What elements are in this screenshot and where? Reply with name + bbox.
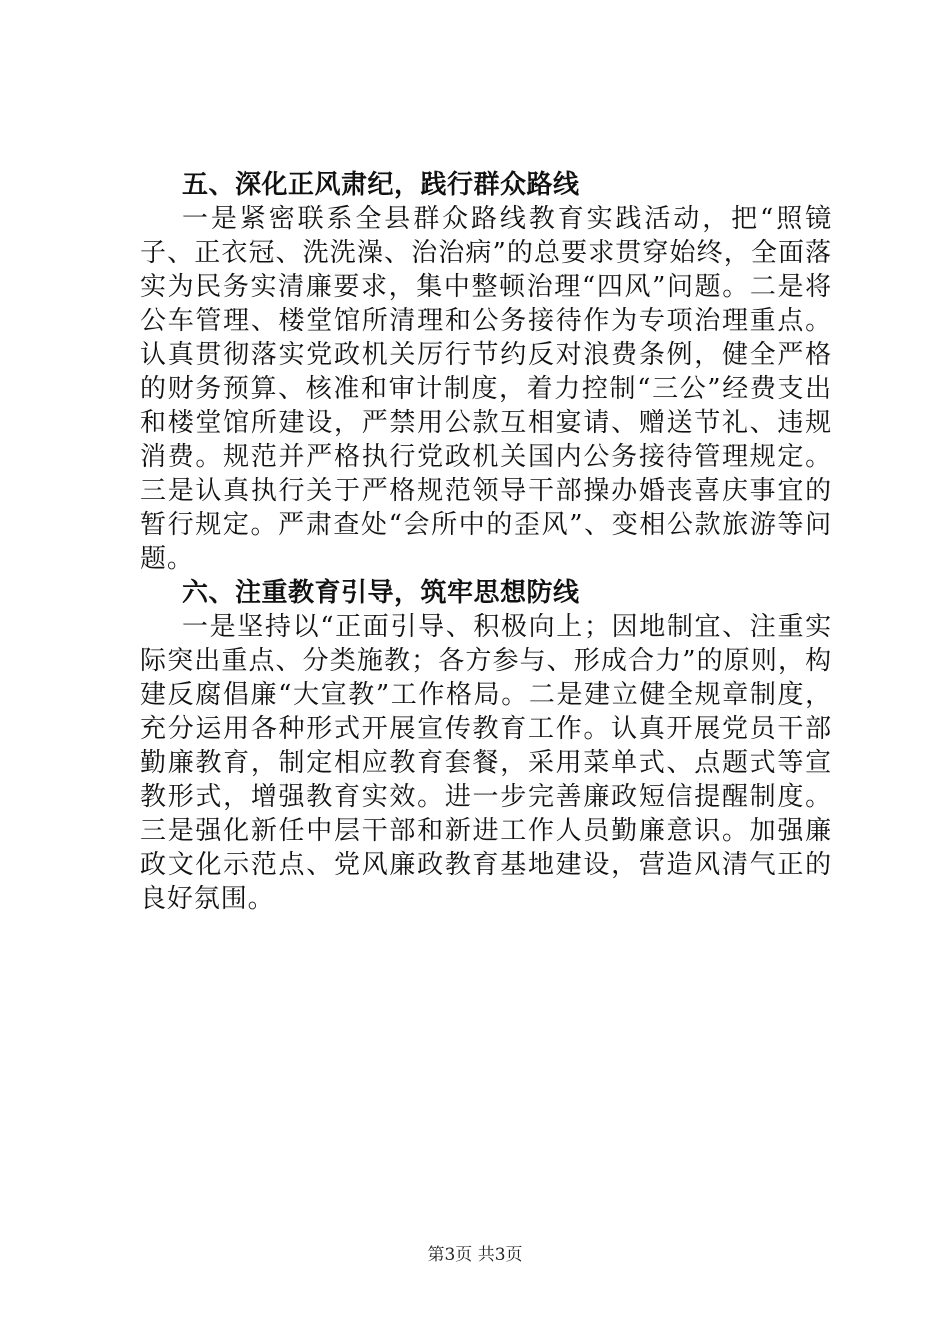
page-footer: 第3页 共3页	[427, 1245, 523, 1265]
section-heading-5: 五、深化正风肃纪，践行群众路线	[182, 170, 580, 200]
section-heading-6: 六、注重教育引导，筑牢思想防线	[182, 578, 580, 608]
section-paragraph-6: 一是坚持以“正面引导、积极向上；因地制宜、注重实际突出重点、分类施教；各方参与、形成合力”的原则，构建反腐倡廉“大宣教”工作格局。二是建立健全规章制度，充分运用各种形式开展宣传教育工作。认真开展党员干部勤廉教育，制定相应教育套餐，采用菜单式、点题式等宣教形式，增强教育实效。进一步完善廉政短信提醒制度。三是强化新任中层干部和新进工作人员勤廉意识。加强廉政文化示范点、党风廉政教育基地建设，营造风清气正的良好氛围。	[140, 612, 832, 914]
section-paragraph-5: 一是紧密联系全县群众路线教育实践活动，把“照镜子、正衣冠、洗洗澡、治治病”的总要求贯穿始终，全面落实为民务实清廉要求，集中整顿治理“四风”问题。二是将公车管理、楼堂馆所清理和公务接待作为专项治理重点。认真贯彻落实党政机关厉行节约反对浪费条例，健全严格的财务预算、核准和审计制度，着力控制“三公”经费支出和楼堂馆所建设，严禁用公款互相宴请、赠送节礼、违规消费。规范并严格执行党政机关国内公务接待管理规定。三是认真执行关于严格规范领导干部操办婚丧喜庆事宜的暂行规定。严肃查处“会所中的歪风”、变相公款旅游等问题。	[140, 204, 832, 574]
document-body	[140, 168, 832, 916]
